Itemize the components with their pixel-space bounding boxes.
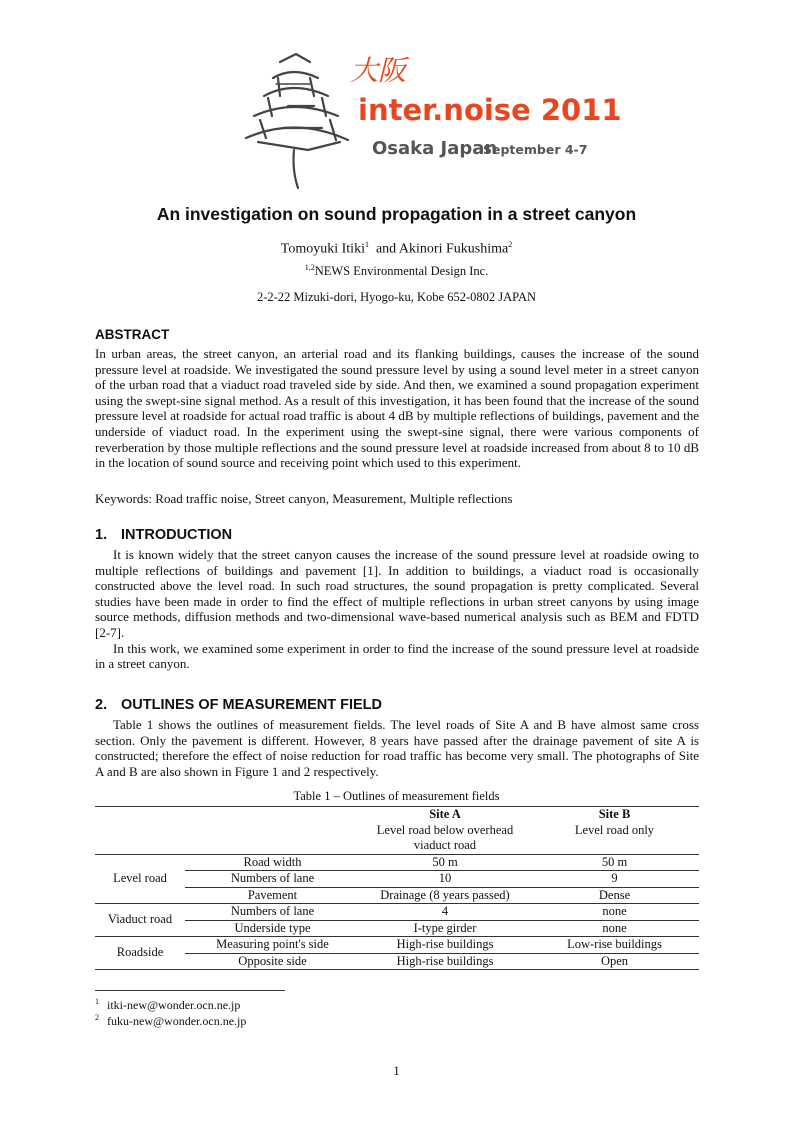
table-cell-site-a: 10 [360,871,530,888]
footnote-1-email: itki-new@wonder.ocn.ne.jp [107,998,241,1012]
table-row [95,953,699,970]
section-1-body [95,547,699,672]
table-cell-site-a: High-rise buildings [360,937,530,954]
section-1-number: 1. [95,527,108,543]
conference-logo [218,50,622,190]
section-1-heading [95,527,232,543]
footnote-1 [95,997,240,1013]
affiliation-address: 2-2-22 Mizuki-dori, Hyogo-ku, Kobe 652-0802 JAPAN [256,290,537,304]
table-cell-site-b: Low-rise buildings [530,937,699,954]
section-2-heading [95,697,382,713]
logo-kanji-mark: 大阪 [350,54,407,87]
author-2-mark: 2 [508,240,513,249]
table-cell-site-a: I-type girder [360,920,530,937]
table-1-caption: Table 1 – Outlines of measurement fields [293,789,500,803]
table-cell-item: Road width [185,854,360,871]
site-a-desc-2: viaduct road [413,838,477,852]
table-cell-site-b: 50 m [530,854,699,871]
table-cell-site-a: High-rise buildings [360,953,530,970]
table-cell-site-b: none [530,920,699,937]
table-group-label: Roadside [95,937,185,970]
section-1-paragraph-2: In this work, we examined some experiment in order to find the increase of the sound pressure level at roadside in a street canyon. [95,640,699,672]
table-1 [95,806,699,970]
table-cell-item: Numbers of lane [185,871,360,888]
abstract-text [95,346,699,471]
page-number: 1 [393,1063,400,1078]
site-a-desc-1: Level road below overhead [376,822,514,837]
author-1-mark: 1 [364,240,369,249]
site-b-desc-1: Level road only [574,822,655,837]
logo-brand: inter.noise 2011 [358,93,622,127]
table-row [95,871,699,888]
table-row [95,904,699,921]
table-row [95,920,699,937]
author-1: Tomoyuki Itiki [280,241,365,257]
section-2-paragraph-1: Table 1 shows the outlines of measurement fields. The level roads of Site A and B have almost same cross section. Only the pavement is different. However, 8 years have passed after the drainage pavement of site A is constructed; therefore the effect of noise reduction for road traffic has become very small. The photographs of Site A and B are also shown in Figure 1 and 2 respectively. [95,717,699,779]
table-cell-item: Opposite side [185,953,360,970]
site-b-header: Site B [530,807,699,823]
table-cell-item: Numbers of lane [185,904,360,921]
footnote-separator [95,990,285,991]
paper-title: An investigation on sound propagation in a street canyon [156,204,637,224]
section-2-number: 2. [95,697,108,713]
footnote-2-mark: 2 [95,1013,99,1022]
authors-line [0,240,793,258]
table-row [95,937,699,954]
table-cell-site-b: none [530,904,699,921]
table-row [95,854,699,871]
site-a-header: Site A [360,807,530,823]
table-cell-item: Measuring point's side [185,937,360,954]
footnote-2-email: fuku-new@wonder.ocn.ne.jp [107,1014,247,1028]
logo-city: Osaka Japan [372,138,498,159]
section-2-title: OUTLINES OF MEASUREMENT FIELD [121,697,382,713]
castle-icon [246,54,348,188]
table-row [95,887,699,904]
table-cell-site-b: Dense [530,887,699,904]
author-2: and Akinori Fukushima [372,241,509,257]
table-cell-site-b: Open [530,953,699,970]
abstract-paragraph: In urban areas, the street canyon, an arterial road and its flanking buildings, causes the increase of the sound pressure level at roadside. We investigated the sound pressure level by using a sound level meter in a street canyon of the urban road that a viaduct road traveled side by side. And then, we examined a sound propagation experiment using the swept-sine signal method. As a result of this investigation, it has been found that the increase of the sound pressure level at roadside for actual road traffic is about 4 dB by multiple reflections of buildings, pavement and the underside of viaduct road. In the experiment using the swept-sine signal, there were various components of reverberation by those multiple reflections and the sound pressure level at roadside increased from about 8 to 10 dB in the location of sound source and receiving point which used to this experiment. [95,346,699,471]
footnote-1-mark: 1 [95,997,99,1006]
table-cell-site-a: Drainage (8 years passed) [360,887,530,904]
affiliation-mark: 1,2 [304,263,315,272]
table-cell-item: Underside type [185,920,360,937]
section-1-paragraph-1: It is known widely that the street canyon causes the increase of the sound pressure level at roadside owing to multiple reflections of buildings and pavement [1]. In addition to buildings, a viaduct road is occasionally constructed above the level road. In such road structures, the sound propagation is pretty complicated. Several studies have been made in order to find the effect of multiple reflections in urban street canyons by using image source methods, diffusion methods and two-dimensional wave-based numerical analysis such as BEM and FDTD [2-7]. [95,547,699,640]
footnote-2 [95,1013,246,1029]
logo-dates: September 4-7 [483,142,588,157]
table-header-row [95,807,699,823]
affiliation-name: NEWS Environmental Design Inc. [314,264,489,279]
keywords: Keywords: Road traffic noise, Street canyon, Measurement, Multiple reflections [95,491,513,506]
section-2-body [95,717,699,779]
table-cell-site-a: 50 m [360,854,530,871]
table-cell-item: Pavement [185,887,360,904]
section-1-title: INTRODUCTION [121,527,233,543]
affiliation [0,263,793,279]
table-cell-site-b: 9 [530,871,699,888]
table-cell-site-a: 4 [360,904,530,921]
table-group-label: Viaduct road [95,904,185,937]
table-group-label: Level road [95,854,185,904]
abstract-heading: ABSTRACT [95,327,170,342]
